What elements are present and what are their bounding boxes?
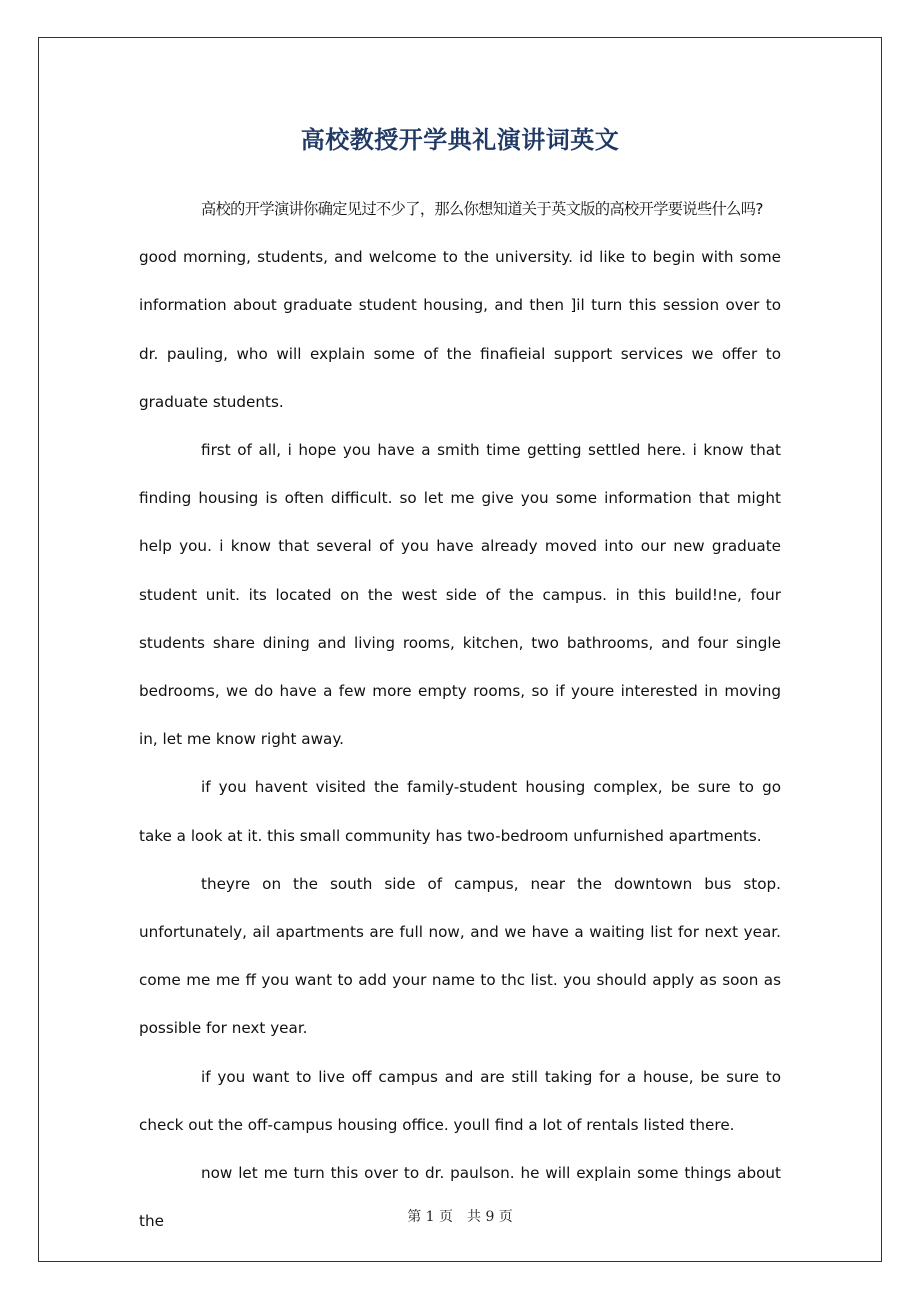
paragraph: theyre on the south side of campus, near the downtown bus stop. unfortunately, ail apartments are full now, and we have a waiting list for next year. come me me ff you want to add your name to thc list. you should apply as soon as possible for next year. xyxy=(139,874,781,1038)
document-title: 高校教授开学典礼演讲词英文 xyxy=(300,126,620,154)
document-body xyxy=(139,185,781,1245)
paragraph: first of all, i hope you have a smith time getting settled here. i know that finding housing is often difficult. so let me give you some information that might help you. i know that several of you have already moved into our new graduate student unit. its located on the west side of the campus. in this build!ne, four students share dining and living rooms, kitchen, two bathrooms, and four single bedrooms, we do have a few more empty rooms, so if youre interested in moving in, let me know right away. xyxy=(139,441,781,749)
intro-paragraph: 高校的开学演讲你确定见过不少了，那么你想知道关于英文版的高校开学要说些什么吗? xyxy=(201,200,763,218)
paragraph: if you havent visited the family-student housing complex, be sure to go take a look at it. this small community has two-bedroom unfurnished apartments. xyxy=(139,778,781,845)
paragraph: if you want to live off campus and are still taking for a house, be sure to check out the off-campus housing office. youll find a lot of rentals listed there. xyxy=(139,1067,781,1134)
page-footer: 第 1 页 共 9 页 xyxy=(407,1209,513,1225)
paragraph: now let me turn this over to dr. paulson. he will explain some things about the xyxy=(139,1164,781,1231)
paragraph: good morning, students, and welcome to the university. id like to begin with some information about graduate student housing, and then ]il turn this session over to dr. pauling, who will explain some of the finafieial support services we offer to graduate students. xyxy=(139,248,781,411)
